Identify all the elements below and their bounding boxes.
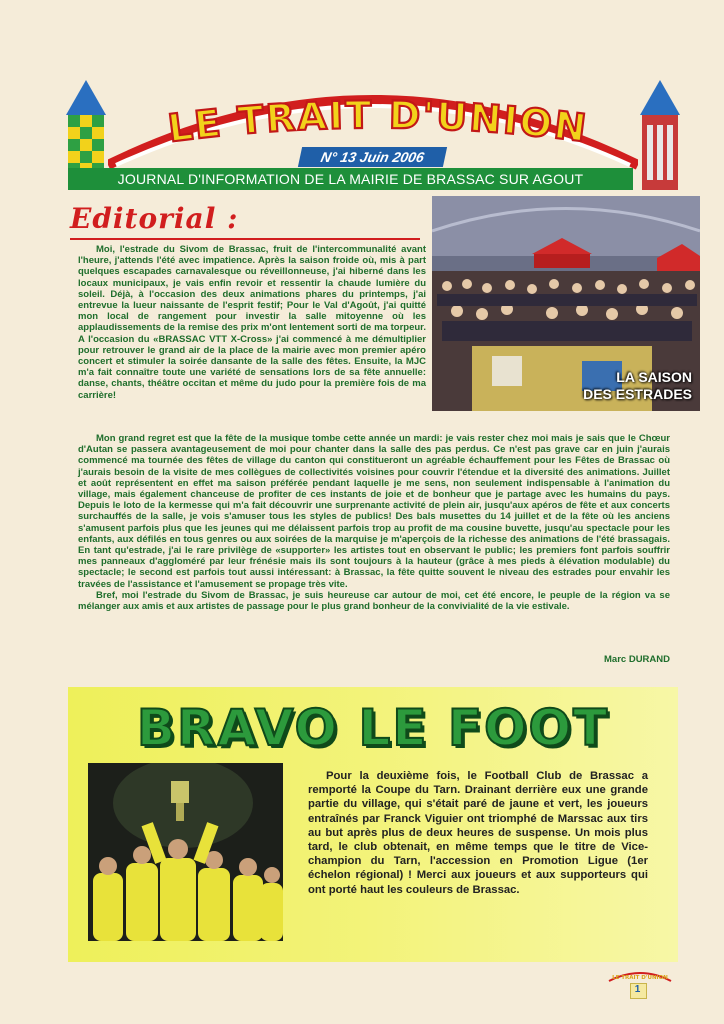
editorial-underline [70, 238, 420, 240]
issue-label: N° 13 Juin 2006 [298, 147, 447, 167]
editorial-heading: Editorial : [70, 202, 239, 235]
page-number: 1 [634, 984, 641, 995]
caption-line-1: LA SAISON [616, 369, 692, 385]
right-tower-illustration [638, 80, 682, 190]
footer-logo [605, 968, 675, 982]
estrades-photo-caption [583, 369, 692, 403]
estrades-photo [432, 196, 700, 411]
subtitle-bar: JOURNAL D'INFORMATION DE LA MAIRIE DE BRASSAC SUR AGOUT [68, 168, 633, 190]
editorial-paragraph-1: Moi, l'estrade du Sivom de Brassac, fruit de l'intercommunalité avant l'heure, j'attends l'été avec impatience. Après la saison froide où, mis à part quelques escapades carnavalesque ou réveillonneuse, j'ai hiberné dans les locaux municipaux, je vais enfin revoir et ressentir la chaude lumière du soleil. Déjà, à l'occasion des deux animations phares du printemps, j'ai entrevue la lueur naissante de l'esprit festif; Pour le Val d'Agoût, j'ai quitté mon local de rangement pour investir la salle mitoyenne où les applaudissements de la remise des prix m'ont lentement sorti de ma torpeur. A l'occasion du «BRASSAC VTT X-Cross» j'ai commencé à me démultiplier pour retrouver le grand air de la place de la mairie avec mon premier apéro concert et stimuler la soirée dansante de la salle des fêtes. Ensuite, la MJC m'a fait connaître toute une variété de sensations lors de sa fête annuelle: danse, chants, théâtre occitan et même du judo pour la première fois de ma carrière! [78, 244, 426, 401]
editorial-paragraph-2: Mon grand regret est que la fête de la musique tombe cette année un mardi: je vais rester chez moi mais je sais que le Chœur d'Autan se passera avantageusement de moi pour chanter dans la salle des pas perdus. Ce n'est pas grave car en juin j'aurais commencé ma tournée des fêtes de village du canton qui constitueront un agréable échauffement pour les Fêtes de Brassac où j'aurais besoin de la visite de mes collègues de collectivités voisines pour couvrir l'étendue et la diversité des animations. Juillet et août représentent en effet ma saison préférée pendant laquelle je me sens, non seulement indispensable à l'animation du village, mais également chanceuse de profiter de ces instants de joie et de bonheur que je partage avec les humains du pays. Depuis le loto de la kermesse qui m'a fait découvrir une surprenante activité de plein air, jusqu'aux apéros de fête et aux concerts surchauffés de la salle, je vois s'amuser tous les styles de publics! Des bals musettes du 14 juillet et de la fête où les anciens s'amusent parfois plus que les jeunes qui me délaissent parfois trop au profit de ma cousine buvette, jusqu'au spectacle pour les enfants, aux défilés en tous genres ou aux soirées de la marquise je m'aperçois de la richesse des animations de l'été brassagais. En tant qu'estrade, j'ai le rare privilège de «supporter» les artistes tout en observant le public; les premiers font parfois souffrir mes panneaux d'aggloméré par leur frénésie mais ils sont toujours à la hauteur (grâce à mes pieds à élévation modulable) du spectacle; le second est parfois tout aussi intéressant: à Brassac, la fête quitte souvent le niveau des estrades pour envahir les travées de l'assistance et l'amusement se propage très vite. [78, 433, 670, 590]
foot-team-photo-illustration [88, 763, 283, 941]
foot-article-text: Pour la deuxième fois, le Football Club de Brassac a remporté la Coupe du Tarn. Drainant derrière eux une grande partie du village, qui s'était paré de jaune et vert, les joueurs entraînés par Franck Viguier ont triomphé de Marssac aux tirs au but après plus de deux heures de suspense. Un mois plus tard, le club obtenait, en même temps que le titre de Vice-champion du Tarn, l'accession en Promotion Ligue (1er échelon régional) ! Merci aux joueurs et aux supporteurs qui ont porté haut les couleurs de Brassac. [308, 770, 648, 896]
editorial-text-column [78, 244, 426, 401]
editorial-signature: Marc DURAND [604, 654, 670, 665]
svg-text:LE TRAIT D'UNION: LE TRAIT D'UNION [165, 92, 591, 150]
foot-team-photo [88, 763, 283, 941]
editorial-text-wide [78, 433, 670, 612]
caption-line-2: DES ESTRADES [583, 386, 692, 402]
footer-logo-text: LE TRAIT D'UNION [612, 975, 668, 981]
editorial-paragraph-3: Bref, moi l'estrade du Sivom de Brassac, je suis heureuse car autour de moi, cet été encore, le peuple de la région va se mélanger aux amis et aux artistes de passage pour le plus grand bonheur de la convivialité de la vie estivale. [78, 589, 670, 613]
foot-article [68, 687, 678, 962]
foot-title: BRAVO LE FOOT [136, 699, 610, 757]
masthead-title [118, 90, 638, 150]
